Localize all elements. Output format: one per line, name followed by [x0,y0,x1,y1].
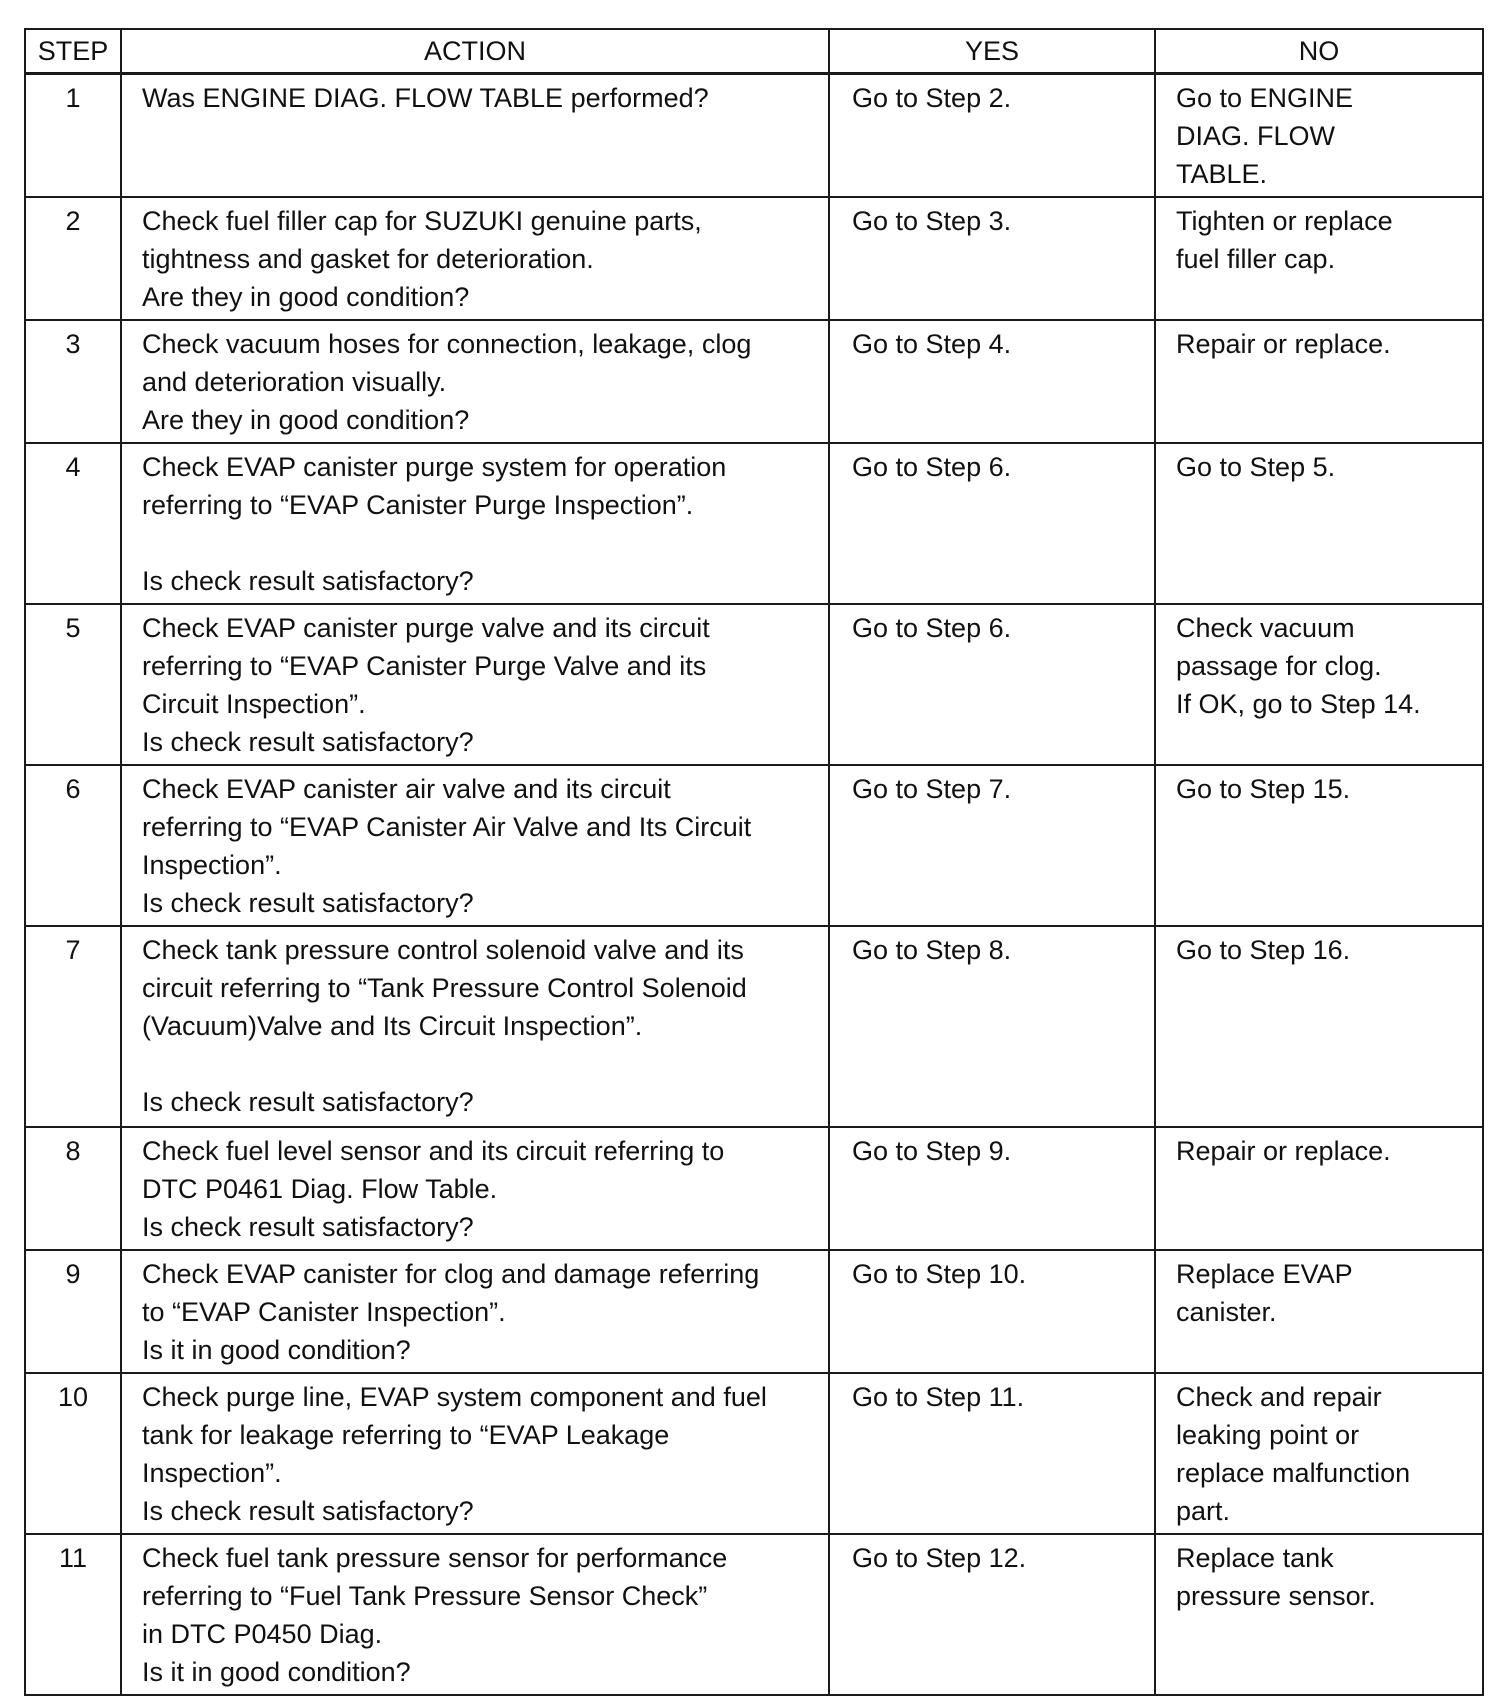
table-row [25,197,1483,320]
step-number: 8 [25,1127,121,1250]
step-number: 2 [25,197,121,320]
yes-cell: Go to Step 2. [829,74,1155,197]
no-cell: Replace EVAP canister. [1155,1250,1483,1373]
yes-cell: Go to Step 6. [829,604,1155,765]
action-cell: Check vacuum hoses for connection, leakage, clog and deterioration visually. Are they in good condition? [121,320,829,443]
no-cell: Replace tank pressure sensor. [1155,1534,1483,1695]
yes-cell: Go to Step 11. [829,1373,1155,1534]
step-number: 10 [25,1373,121,1534]
step-number: 3 [25,320,121,443]
action-cell: Check fuel filler cap for SUZUKI genuine parts, tightness and gasket for deterioration. Are they in good condition? [121,197,829,320]
yes-cell: Go to Step 9. [829,1127,1155,1250]
table-row [25,1250,1483,1373]
no-cell: Go to Step 16. [1155,926,1483,1127]
table-row [25,1534,1483,1695]
table-row [25,604,1483,765]
yes-cell: Go to Step 4. [829,320,1155,443]
action-cell: Check EVAP canister air valve and its circuit referring to “EVAP Canister Air Valve and Its Circuit Inspection”. Is check result satisfactory? [121,765,829,926]
action-cell: Check tank pressure control solenoid valve and its circuit referring to “Tank Pressure Control Solenoid (Vacuum)Valve and Its Circuit Inspection”. Is check result satisfactory? [121,926,829,1127]
table-body [25,74,1483,1695]
diagnostic-flow-table [24,28,1484,1696]
table-row [25,1373,1483,1534]
table-row [25,926,1483,1127]
no-cell: Check and repair leaking point or replace malfunction part. [1155,1373,1483,1534]
table-row [25,1127,1483,1250]
step-number: 11 [25,1534,121,1695]
table-row [25,320,1483,443]
step-number: 6 [25,765,121,926]
yes-cell: Go to Step 10. [829,1250,1155,1373]
no-cell: Repair or replace. [1155,1127,1483,1250]
action-cell: Check fuel tank pressure sensor for performance referring to “Fuel Tank Pressure Sensor Check” in DTC P0450 Diag. Is it in good condition? [121,1534,829,1695]
action-cell: Check purge line, EVAP system component and fuel tank for leakage referring to “EVAP Leakage Inspection”. Is check result satisfactory? [121,1373,829,1534]
action-cell: Check fuel level sensor and its circuit referring to DTC P0461 Diag. Flow Table. Is check result satisfactory? [121,1127,829,1250]
action-cell: Check EVAP canister purge system for operation referring to “EVAP Canister Purge Inspection”. Is check result satisfactory? [121,443,829,604]
table-row [25,765,1483,926]
yes-cell: Go to Step 8. [829,926,1155,1127]
yes-cell: Go to Step 3. [829,197,1155,320]
step-number: 5 [25,604,121,765]
yes-cell: Go to Step 7. [829,765,1155,926]
table-header [25,29,1483,74]
step-number: 9 [25,1250,121,1373]
no-column-header: NO [1155,29,1483,74]
step-number: 1 [25,74,121,197]
step-column-header: STEP [25,29,121,74]
table-row [25,443,1483,604]
no-cell: Go to Step 5. [1155,443,1483,604]
yes-cell: Go to Step 12. [829,1534,1155,1695]
step-number: 7 [25,926,121,1127]
action-cell: Check EVAP canister purge valve and its circuit referring to “EVAP Canister Purge Valve and its Circuit Inspection”. Is check result satisfactory? [121,604,829,765]
yes-cell: Go to Step 6. [829,443,1155,604]
table-row [25,74,1483,197]
action-column-header: ACTION [121,29,829,74]
header-row [25,29,1483,74]
no-cell: Tighten or replace fuel filler cap. [1155,197,1483,320]
no-cell: Check vacuum passage for clog. If OK, go to Step 14. [1155,604,1483,765]
no-cell: Repair or replace. [1155,320,1483,443]
no-cell: Go to Step 15. [1155,765,1483,926]
step-number: 4 [25,443,121,604]
no-cell: Go to ENGINE DIAG. FLOW TABLE. [1155,74,1483,197]
action-cell: Was ENGINE DIAG. FLOW TABLE performed? [121,74,829,197]
yes-column-header: YES [829,29,1155,74]
action-cell: Check EVAP canister for clog and damage referring to “EVAP Canister Inspection”. Is it in good condition? [121,1250,829,1373]
